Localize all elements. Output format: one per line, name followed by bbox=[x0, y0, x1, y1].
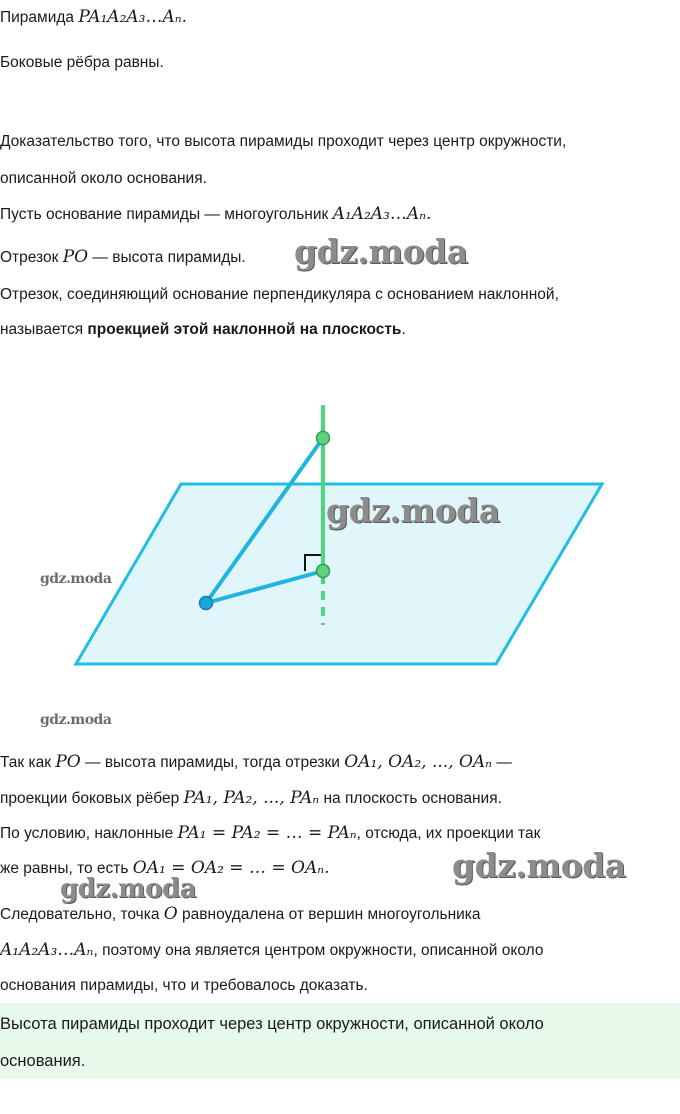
since-2-math: PA₁, PA₂, ..., PAₙ bbox=[183, 788, 320, 808]
since-1-b: — высота пирамиды, тогда отрезки bbox=[80, 754, 345, 771]
condition-line-2 bbox=[0, 857, 330, 880]
since-2-b: на плоскость основания. bbox=[319, 790, 502, 807]
since-line-2 bbox=[0, 787, 502, 810]
cond-1-b: , отсюда, их проекции так bbox=[356, 825, 541, 842]
definition-prefix: называется bbox=[0, 321, 88, 338]
result-line-2: основания. bbox=[0, 1052, 86, 1070]
cond-1-a: По условию, наклонные bbox=[0, 825, 178, 842]
since-1-math1: PO bbox=[55, 752, 81, 772]
height-suffix: — высота пирамиды. bbox=[88, 249, 246, 266]
definition-bold-term: проекцией этой наклонной на плоскость bbox=[87, 321, 402, 338]
result-box bbox=[0, 1003, 680, 1079]
pyramid-title-text: Пирамида bbox=[0, 9, 79, 26]
hence-2-math: A₁A₂A₃…Aₙ bbox=[0, 940, 94, 960]
condition-line-1 bbox=[0, 822, 540, 845]
since-1-c: — bbox=[492, 754, 512, 771]
since-1-math2: OA₁, OA₂, ..., OAₙ bbox=[344, 752, 493, 772]
point-p bbox=[317, 432, 330, 445]
watermark-5: gdz.moda bbox=[452, 846, 626, 885]
base-statement-text: Пусть основание пирамиды — многоугольник bbox=[0, 206, 333, 223]
cond-2-math: OA₁ = OA₂ = … = OAₙ. bbox=[132, 858, 330, 878]
watermark-3: gdz.moda bbox=[40, 571, 112, 587]
hence-1-math: O bbox=[163, 904, 178, 924]
conclusion-line-2 bbox=[0, 939, 543, 962]
watermark-6: gdz.moda bbox=[60, 874, 197, 904]
lateral-edges-statement: Боковые рёбра равны. bbox=[0, 54, 164, 71]
definition-suffix: . bbox=[401, 321, 406, 338]
hence-1-b: равноудалена от вершин многоугольника bbox=[177, 906, 481, 923]
conclusion-line-3: основания пирамиды, что и требовалось доказать. bbox=[0, 977, 368, 994]
point-o bbox=[317, 565, 330, 578]
definition-line-1: Отрезок, соединяющий основание перпендикуляра с основанием наклонной, bbox=[0, 286, 559, 303]
point-a bbox=[200, 597, 213, 610]
since-1-a: Так как bbox=[0, 754, 56, 771]
watermark-4: gdz.moda bbox=[40, 712, 112, 728]
proof-intro-line-2: описанной около основания. bbox=[0, 170, 207, 187]
since-line-1 bbox=[0, 751, 512, 774]
since-2-a: проекции боковых рёбер bbox=[0, 790, 184, 807]
cond-1-math: PA₁ = PA₂ = … = PAₙ bbox=[177, 823, 357, 843]
conclusion-line-1 bbox=[0, 903, 481, 926]
height-prefix: Отрезок bbox=[0, 249, 63, 266]
watermark-1: gdz.moda bbox=[294, 232, 468, 271]
result-line-1: Высота пирамиды проходит через центр окружности, описанной около bbox=[0, 1015, 544, 1033]
base-statement-math: A₁A₂A₃…Aₙ. bbox=[332, 204, 432, 224]
cond-2-a: же равны, то есть bbox=[0, 860, 133, 877]
height-math: PO bbox=[62, 247, 89, 267]
hence-1-a: Следовательно, точка bbox=[0, 906, 164, 923]
proof-intro-line-1: Доказательство того, что высота пирамиды проходит через центр окружности, bbox=[0, 133, 567, 150]
hence-2-b: , поэтому она является центром окружности, описанной около bbox=[93, 942, 544, 959]
watermark-2: gdz.moda bbox=[326, 491, 500, 530]
pyramid-title-math: PA₁A₂A₃…Aₙ. bbox=[78, 7, 188, 27]
